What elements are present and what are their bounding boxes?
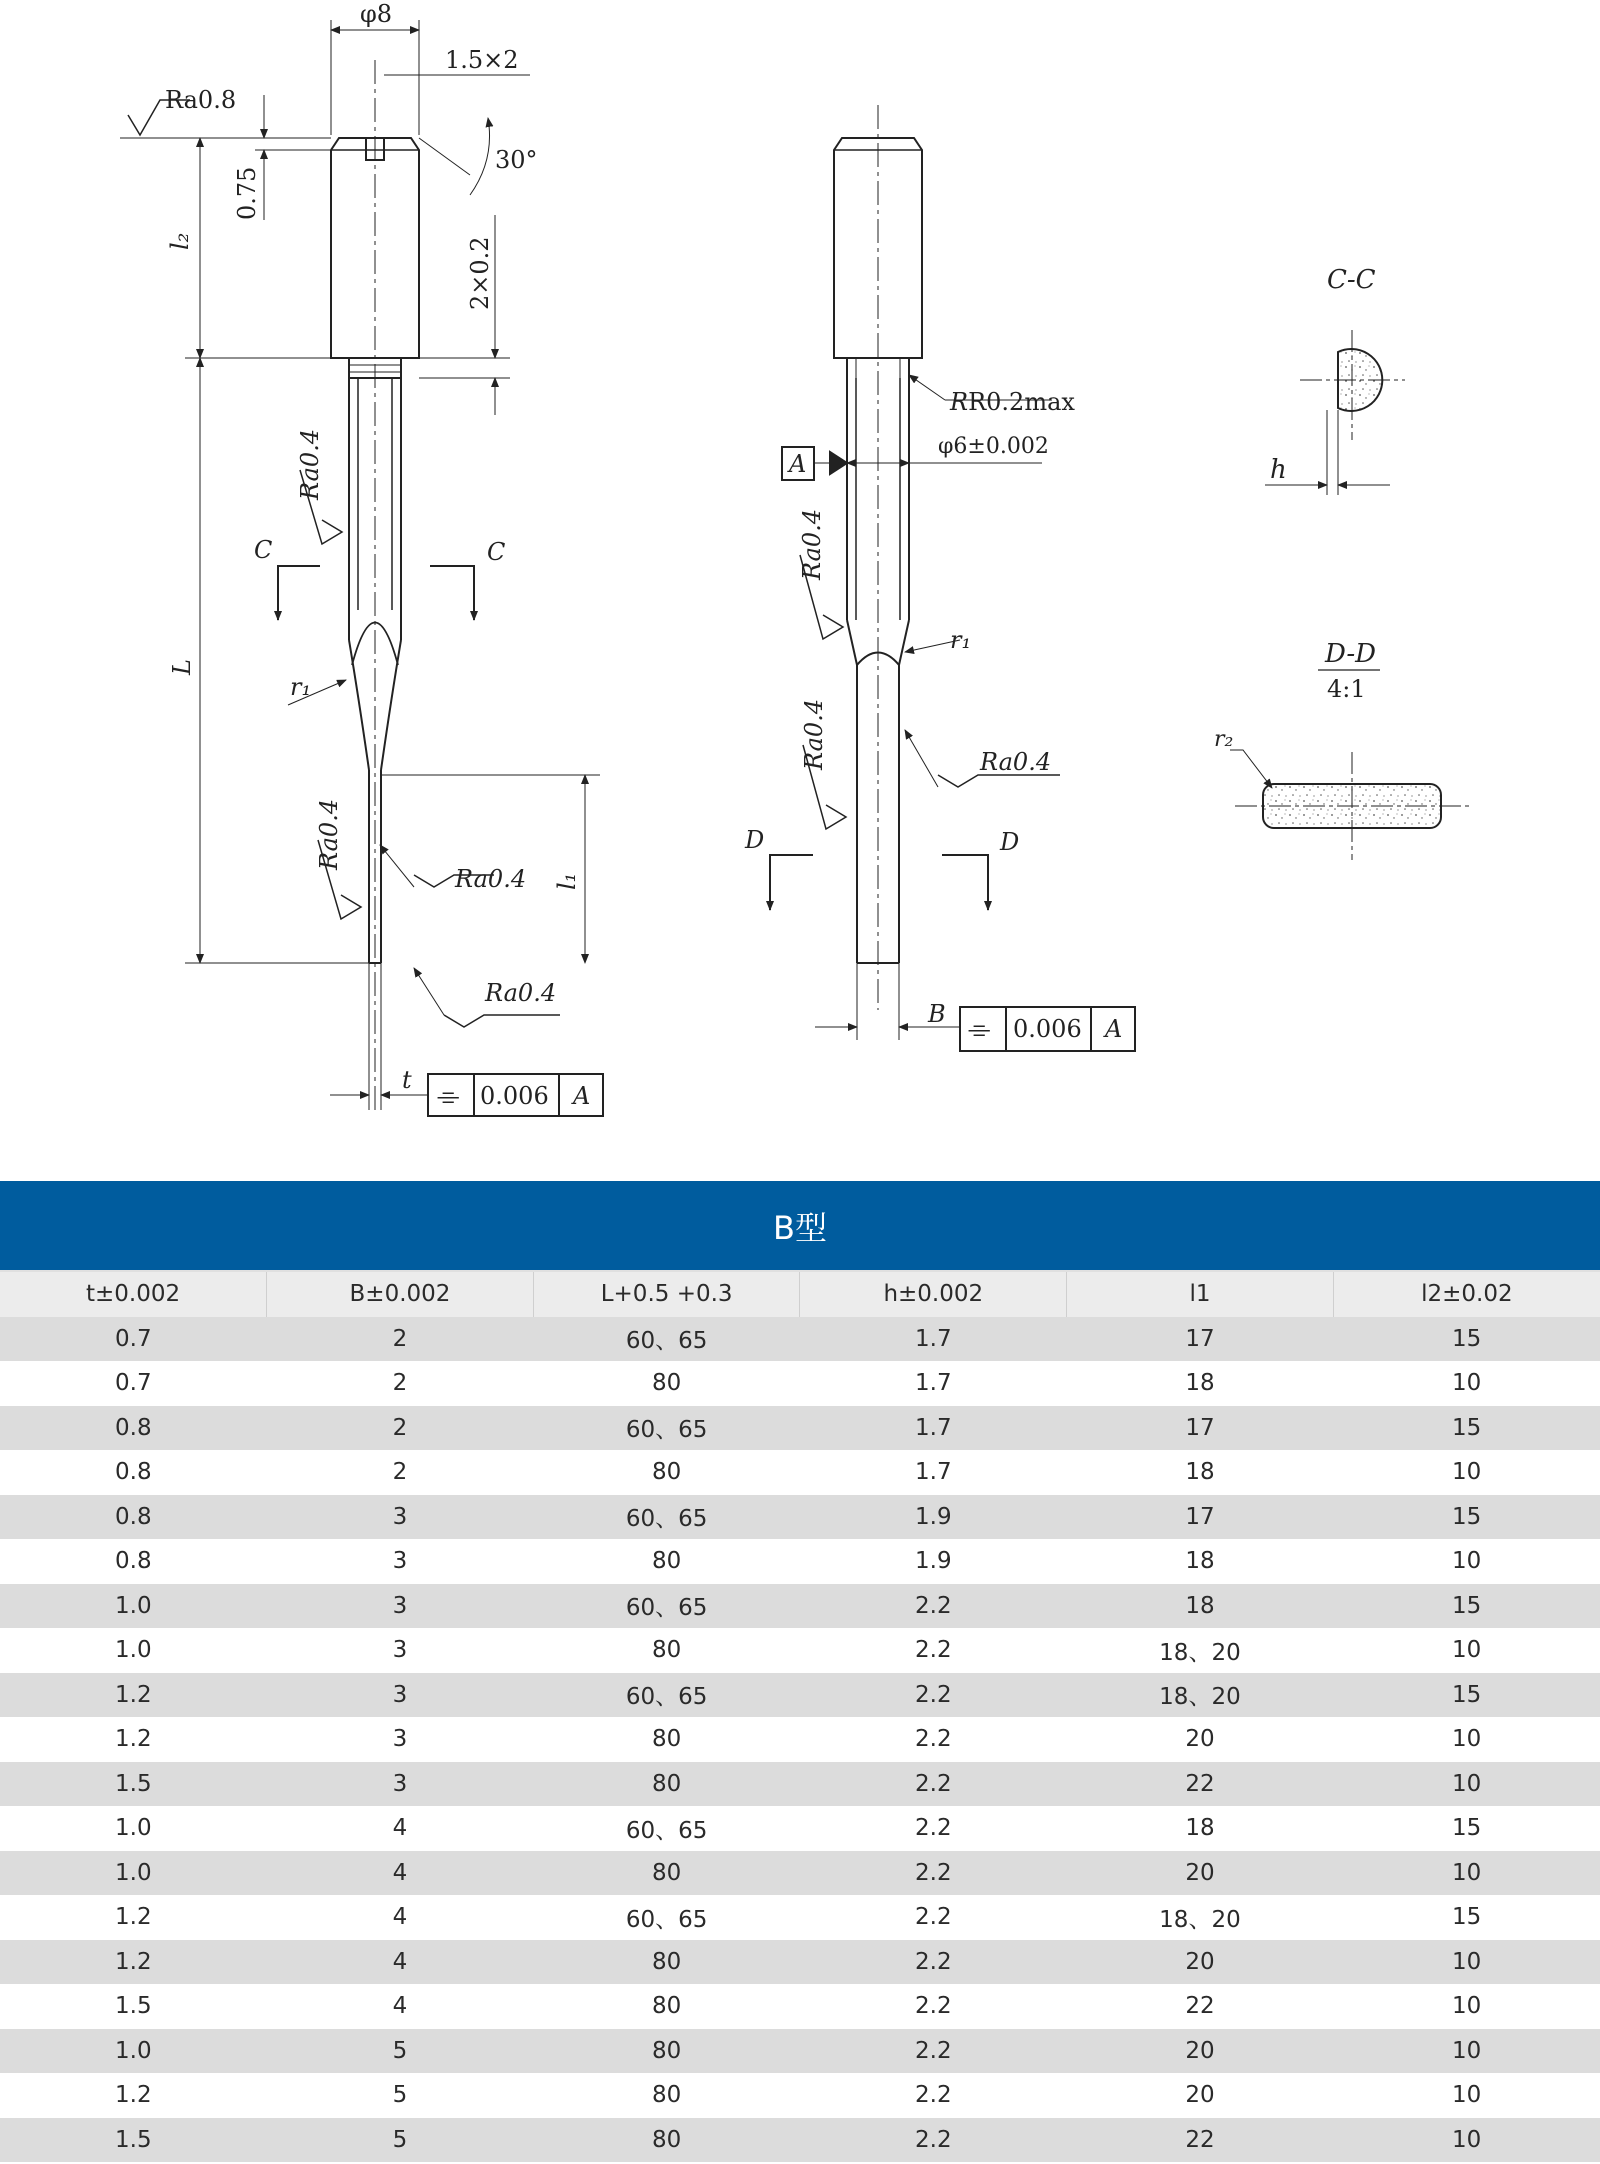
col-l1: l1 [1067, 1271, 1334, 1317]
table-cell: 80 [533, 1539, 800, 1584]
table-row [0, 1539, 1600, 1584]
chamfer-label: 1.5×2 [445, 46, 519, 74]
table-cell: 17 [1067, 1317, 1334, 1362]
tolerance-value: 0.006 [480, 1082, 549, 1110]
table-row [0, 1673, 1600, 1718]
table-cell: 0.8 [0, 1495, 267, 1540]
table-cell: 80 [533, 1717, 800, 1762]
ra-side-label: Ra0.4 [455, 865, 527, 893]
L-label: L [168, 659, 196, 675]
table-cell: 10 [1333, 1984, 1600, 2029]
table-cell: 18 [1067, 1450, 1334, 1495]
table-cell: 2 [267, 1361, 534, 1406]
table-cell: 1.9 [800, 1539, 1067, 1584]
table-cell: 1.0 [0, 1851, 267, 1896]
table-row [0, 1406, 1600, 1451]
section-c-right: C [487, 538, 506, 566]
table-cell: 1.2 [0, 1895, 267, 1940]
table-cell: 4 [267, 1984, 534, 2029]
section-dd-title: D-D [1325, 639, 1376, 669]
table-cell: 15 [1333, 1895, 1600, 1940]
table-row [0, 1317, 1600, 1362]
table-cell: 80 [533, 1940, 800, 1985]
spec-table [0, 1270, 1600, 2162]
table-cell: 17 [1067, 1495, 1334, 1540]
table-cell: 10 [1333, 1851, 1600, 1896]
table-cell: 3 [267, 1673, 534, 1718]
table-cell: 0.8 [0, 1450, 267, 1495]
table-cell: 4 [267, 1806, 534, 1851]
r1-middle-label: r₁ [950, 626, 972, 654]
table-cell: 1.2 [0, 2073, 267, 2118]
table-cell: 1.7 [800, 1361, 1067, 1406]
table-cell: 20 [1067, 1851, 1334, 1896]
table-cell: 3 [267, 1584, 534, 1629]
ra-side-middle-label: Ra0.4 [980, 748, 1052, 776]
table-cell: 18 [1067, 1539, 1334, 1584]
table-cell: 1.9 [800, 1495, 1067, 1540]
table-cell: 2.2 [800, 1984, 1067, 2029]
col-l: L+0.5 +0.3 [533, 1271, 800, 1317]
ra-shank-middle-label: Ra0.4 [798, 508, 826, 580]
table-cell: 22 [1067, 1762, 1334, 1807]
table-cell: 17 [1067, 1406, 1334, 1451]
spec-table-section [0, 1181, 1600, 2162]
datum-a-label: A [789, 450, 807, 478]
table-row [0, 1628, 1600, 1673]
table-row [0, 1851, 1600, 1896]
table-row [0, 1450, 1600, 1495]
dia-head-label: φ8 [360, 0, 393, 28]
table-cell: 80 [533, 1450, 800, 1495]
table-title: B型 [773, 1208, 827, 1247]
table-cell: 2.2 [800, 1628, 1067, 1673]
table-cell: 80 [533, 2073, 800, 2118]
table-cell: 1.0 [0, 1806, 267, 1851]
table-row [0, 2118, 1600, 2163]
section-c-left: C [254, 536, 273, 564]
table-cell: 5 [267, 2073, 534, 2118]
t-label: t [402, 1066, 412, 1094]
table-cell: 80 [533, 1361, 800, 1406]
table-cell: 3 [267, 1762, 534, 1807]
table-cell: 10 [1333, 1628, 1600, 1673]
table-cell: 2.2 [800, 1851, 1067, 1896]
table-cell: 18 [1067, 1361, 1334, 1406]
table-cell: 0.8 [0, 1406, 267, 1451]
table-cell: 5 [267, 2029, 534, 2074]
table-cell: 80 [533, 2118, 800, 2163]
table-cell: 18、20 [1067, 1895, 1334, 1940]
table-cell: 60、65 [533, 1317, 800, 1362]
table-cell: 2.2 [800, 1940, 1067, 1985]
B-label: B [928, 1000, 946, 1028]
table-row [0, 1984, 1600, 2029]
table-row [0, 1806, 1600, 1851]
table-row [0, 1762, 1600, 1807]
table-cell: 4 [267, 1895, 534, 1940]
table-cell: 10 [1333, 1539, 1600, 1584]
table-cell: 2.2 [800, 2073, 1067, 2118]
table-cell: 10 [1333, 1450, 1600, 1495]
table-cell: 4 [267, 1940, 534, 1985]
table-cell: 2 [267, 1450, 534, 1495]
table-cell: 10 [1333, 2118, 1600, 2163]
table-cell: 22 [1067, 2118, 1334, 2163]
table-cell: 2.2 [800, 1895, 1067, 1940]
table-cell: 2.2 [800, 2118, 1067, 2163]
col-b: B±0.002 [267, 1271, 534, 1317]
table-cell: 1.0 [0, 1584, 267, 1629]
tolerance-value-middle: 0.006 [1013, 1015, 1082, 1043]
table-row [0, 2073, 1600, 2118]
table-cell: 10 [1333, 1940, 1600, 1985]
table-cell: 18 [1067, 1584, 1334, 1629]
table-cell: 3 [267, 1495, 534, 1540]
table-cell: 1.0 [0, 1628, 267, 1673]
tolerance-datum: A [573, 1082, 591, 1110]
table-cell: 1.5 [0, 2118, 267, 2163]
symmetry-symbol-middle: ⌯ [968, 1012, 991, 1045]
table-cell: 20 [1067, 1940, 1334, 1985]
section-cc-title: C-C [1327, 265, 1376, 295]
table-cell: 18 [1067, 1806, 1334, 1851]
table-cell: 1.5 [0, 1762, 267, 1807]
table-cell: 60、65 [533, 1673, 800, 1718]
table-row [0, 1940, 1600, 1985]
table-row [0, 1895, 1600, 1940]
table-cell: 1.7 [800, 1406, 1067, 1451]
table-cell: 10 [1333, 1762, 1600, 1807]
table-cell: 10 [1333, 2073, 1600, 2118]
table-cell: 0.7 [0, 1361, 267, 1406]
table-row [0, 2029, 1600, 2074]
table-cell: 15 [1333, 1406, 1600, 1451]
table-cell: 0.7 [0, 1317, 267, 1362]
ra-bottom-label: Ra0.4 [485, 979, 557, 1007]
r2-label: r₂ [1214, 727, 1234, 752]
table-cell: 60、65 [533, 1895, 800, 1940]
angle-label: 30° [495, 146, 538, 174]
section-dd-scale: 4:1 [1327, 675, 1366, 703]
table-cell: 3 [267, 1539, 534, 1584]
table-cell: 1.5 [0, 1984, 267, 2029]
table-cell: 22 [1067, 1984, 1334, 2029]
table-body [0, 1317, 1600, 2163]
table-cell: 1.0 [0, 2029, 267, 2074]
table-row [0, 1361, 1600, 1406]
table-cell: 80 [533, 1628, 800, 1673]
table-cell: 2.2 [800, 1673, 1067, 1718]
section-dd-labels [1214, 639, 1376, 752]
left-view [120, 20, 603, 1116]
table-cell: 4 [267, 1851, 534, 1896]
dim-2x02-label: 2×0.2 [466, 236, 494, 310]
table-row [0, 1584, 1600, 1629]
table-cell: 15 [1333, 1673, 1600, 1718]
ra-tip-label: Ra0.4 [315, 798, 343, 870]
table-row [0, 1717, 1600, 1762]
table-cell: 2.2 [800, 1806, 1067, 1851]
table-cell: 15 [1333, 1584, 1600, 1629]
table-cell: 1.7 [800, 1450, 1067, 1495]
section-d-left: D [745, 826, 765, 854]
table-cell: 20 [1067, 2029, 1334, 2074]
table-header-row [0, 1271, 1600, 1317]
table-cell: 10 [1333, 1361, 1600, 1406]
middle-view-labels [744, 388, 1122, 1045]
dia-shank-label: φ6±0.002 [938, 434, 1049, 459]
table-cell: 2 [267, 1406, 534, 1451]
table-cell: 2.2 [800, 1762, 1067, 1807]
table-cell: 60、65 [533, 1406, 800, 1451]
table-cell: 10 [1333, 2029, 1600, 2074]
table-cell: 0.8 [0, 1539, 267, 1584]
table-cell: 80 [533, 1851, 800, 1896]
tolerance-datum-middle: A [1105, 1015, 1123, 1043]
table-cell: 2 [267, 1317, 534, 1362]
ra-top-label: Ra0.8 [165, 86, 237, 114]
table-cell: 3 [267, 1717, 534, 1762]
table-cell: 80 [533, 2029, 800, 2074]
table-cell: 15 [1333, 1317, 1600, 1362]
l2-label: l₂ [166, 232, 194, 250]
table-cell: 5 [267, 2118, 534, 2163]
table-cell: 1.2 [0, 1717, 267, 1762]
symmetry-symbol: ⌯ [437, 1079, 460, 1112]
table-cell: 1.7 [800, 1317, 1067, 1362]
l1-label: l₁ [553, 872, 581, 890]
table-cell: 15 [1333, 1495, 1600, 1540]
col-h: h±0.002 [800, 1271, 1067, 1317]
table-cell: 80 [533, 1984, 800, 2029]
table-cell: 2.2 [800, 1584, 1067, 1629]
table-cell: 15 [1333, 1806, 1600, 1851]
ra-tip-middle-label: Ra0.4 [800, 698, 828, 770]
table-cell: 60、65 [533, 1806, 800, 1851]
table-cell: 1.2 [0, 1940, 267, 1985]
table-cell: 20 [1067, 2073, 1334, 2118]
table-cell: 60、65 [533, 1495, 800, 1540]
ra-shank-label: Ra0.4 [296, 428, 324, 500]
table-cell: 18、20 [1067, 1673, 1334, 1718]
section-d-right: D [1000, 828, 1020, 856]
dim-075-label: 0.75 [233, 166, 261, 220]
table-cell: 60、65 [533, 1584, 800, 1629]
table-cell: 18、20 [1067, 1628, 1334, 1673]
table-cell: 2.2 [800, 2029, 1067, 2074]
table-title-banner [0, 1181, 1600, 1270]
table-cell: 2.2 [800, 1717, 1067, 1762]
col-t: t±0.002 [0, 1271, 267, 1317]
h-label: h [1270, 455, 1287, 485]
left-view-labels [165, 0, 590, 1112]
r1-label: r₁ [290, 673, 312, 701]
table-cell: 1.2 [0, 1673, 267, 1718]
table-cell: 10 [1333, 1717, 1600, 1762]
table-row [0, 1495, 1600, 1540]
col-l2: l2±0.02 [1333, 1271, 1600, 1317]
table-cell: 20 [1067, 1717, 1334, 1762]
table-cell: 3 [267, 1628, 534, 1673]
table-cell: 80 [533, 1762, 800, 1807]
radius-label: RR0.2max [950, 388, 1075, 416]
